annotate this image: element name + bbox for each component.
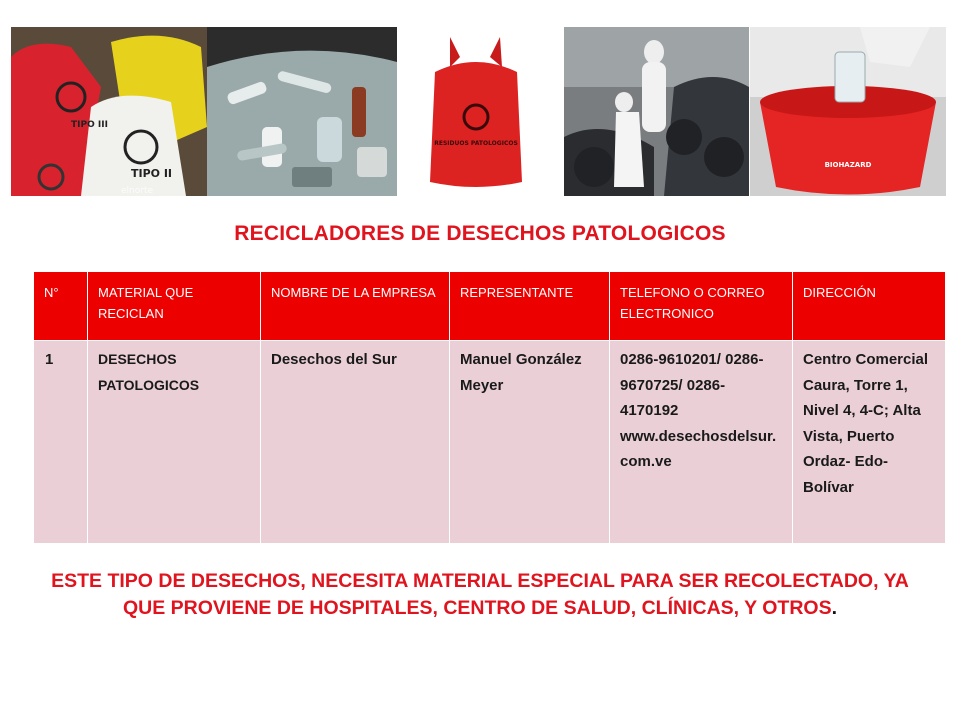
biohazard-container-photo (750, 27, 946, 196)
bag-label: RESIDUOS PATOLOGICOS (434, 140, 518, 147)
cell-company: Desechos del Sur (261, 341, 450, 544)
footer-text: ESTE TIPO DE DESECHOS, NECESITA MATERIAL ESPECIAL PARA SER RECOLECTADO, YA QUE PROVIENE DE HOSPITALES, CENTRO DE SALUD, CLÍNICAS, Y OTROS (51, 570, 909, 619)
watermark: elnorte (121, 186, 154, 196)
header-representative: REPRESENTANTE (450, 272, 610, 341)
header-contact: TELEFONO O CORREO ELECTRONICO (610, 272, 793, 341)
footer-period: . (831, 596, 837, 619)
cell-number: 1 (34, 341, 88, 544)
biohazard-bags-photo (11, 27, 207, 196)
cell-representative: Manuel González Meyer (450, 341, 610, 544)
table-row (34, 341, 946, 544)
cell-contact: 0286-9610201/ 0286-9670725/ 0286-4170192 www.desechosdelsur.com.ve (610, 341, 793, 544)
page-title: RECICLADORES DE DESECHOS PATOLOGICOS (234, 222, 726, 245)
bag-label-tipo-iii: TIPO III (71, 120, 108, 130)
footer-note (40, 568, 920, 621)
medical-waste-pile-photo (207, 27, 397, 196)
cell-address: Centro Comercial Caura, Torre 1, Nivel 4, 4-C; Alta Vista, Puerto Ordaz- Edo-Bolívar (793, 341, 946, 544)
bag-label-tipo-ii: TIPO II (131, 167, 173, 180)
container-label: BIOHAZARD (824, 161, 872, 169)
header-address: DIRECCIÓN (793, 272, 946, 341)
header-material: MATERIAL QUE RECICLAN (88, 272, 261, 341)
header-number: N° (34, 272, 88, 341)
header-company: NOMBRE DE LA EMPRESA (261, 272, 450, 341)
table-header-row (34, 272, 946, 341)
cell-material: DESECHOS PATOLOGICOS (88, 341, 261, 544)
workers-hazmat-photo (564, 27, 749, 196)
red-pathological-bag-photo (420, 27, 532, 196)
recyclers-table (33, 271, 946, 544)
